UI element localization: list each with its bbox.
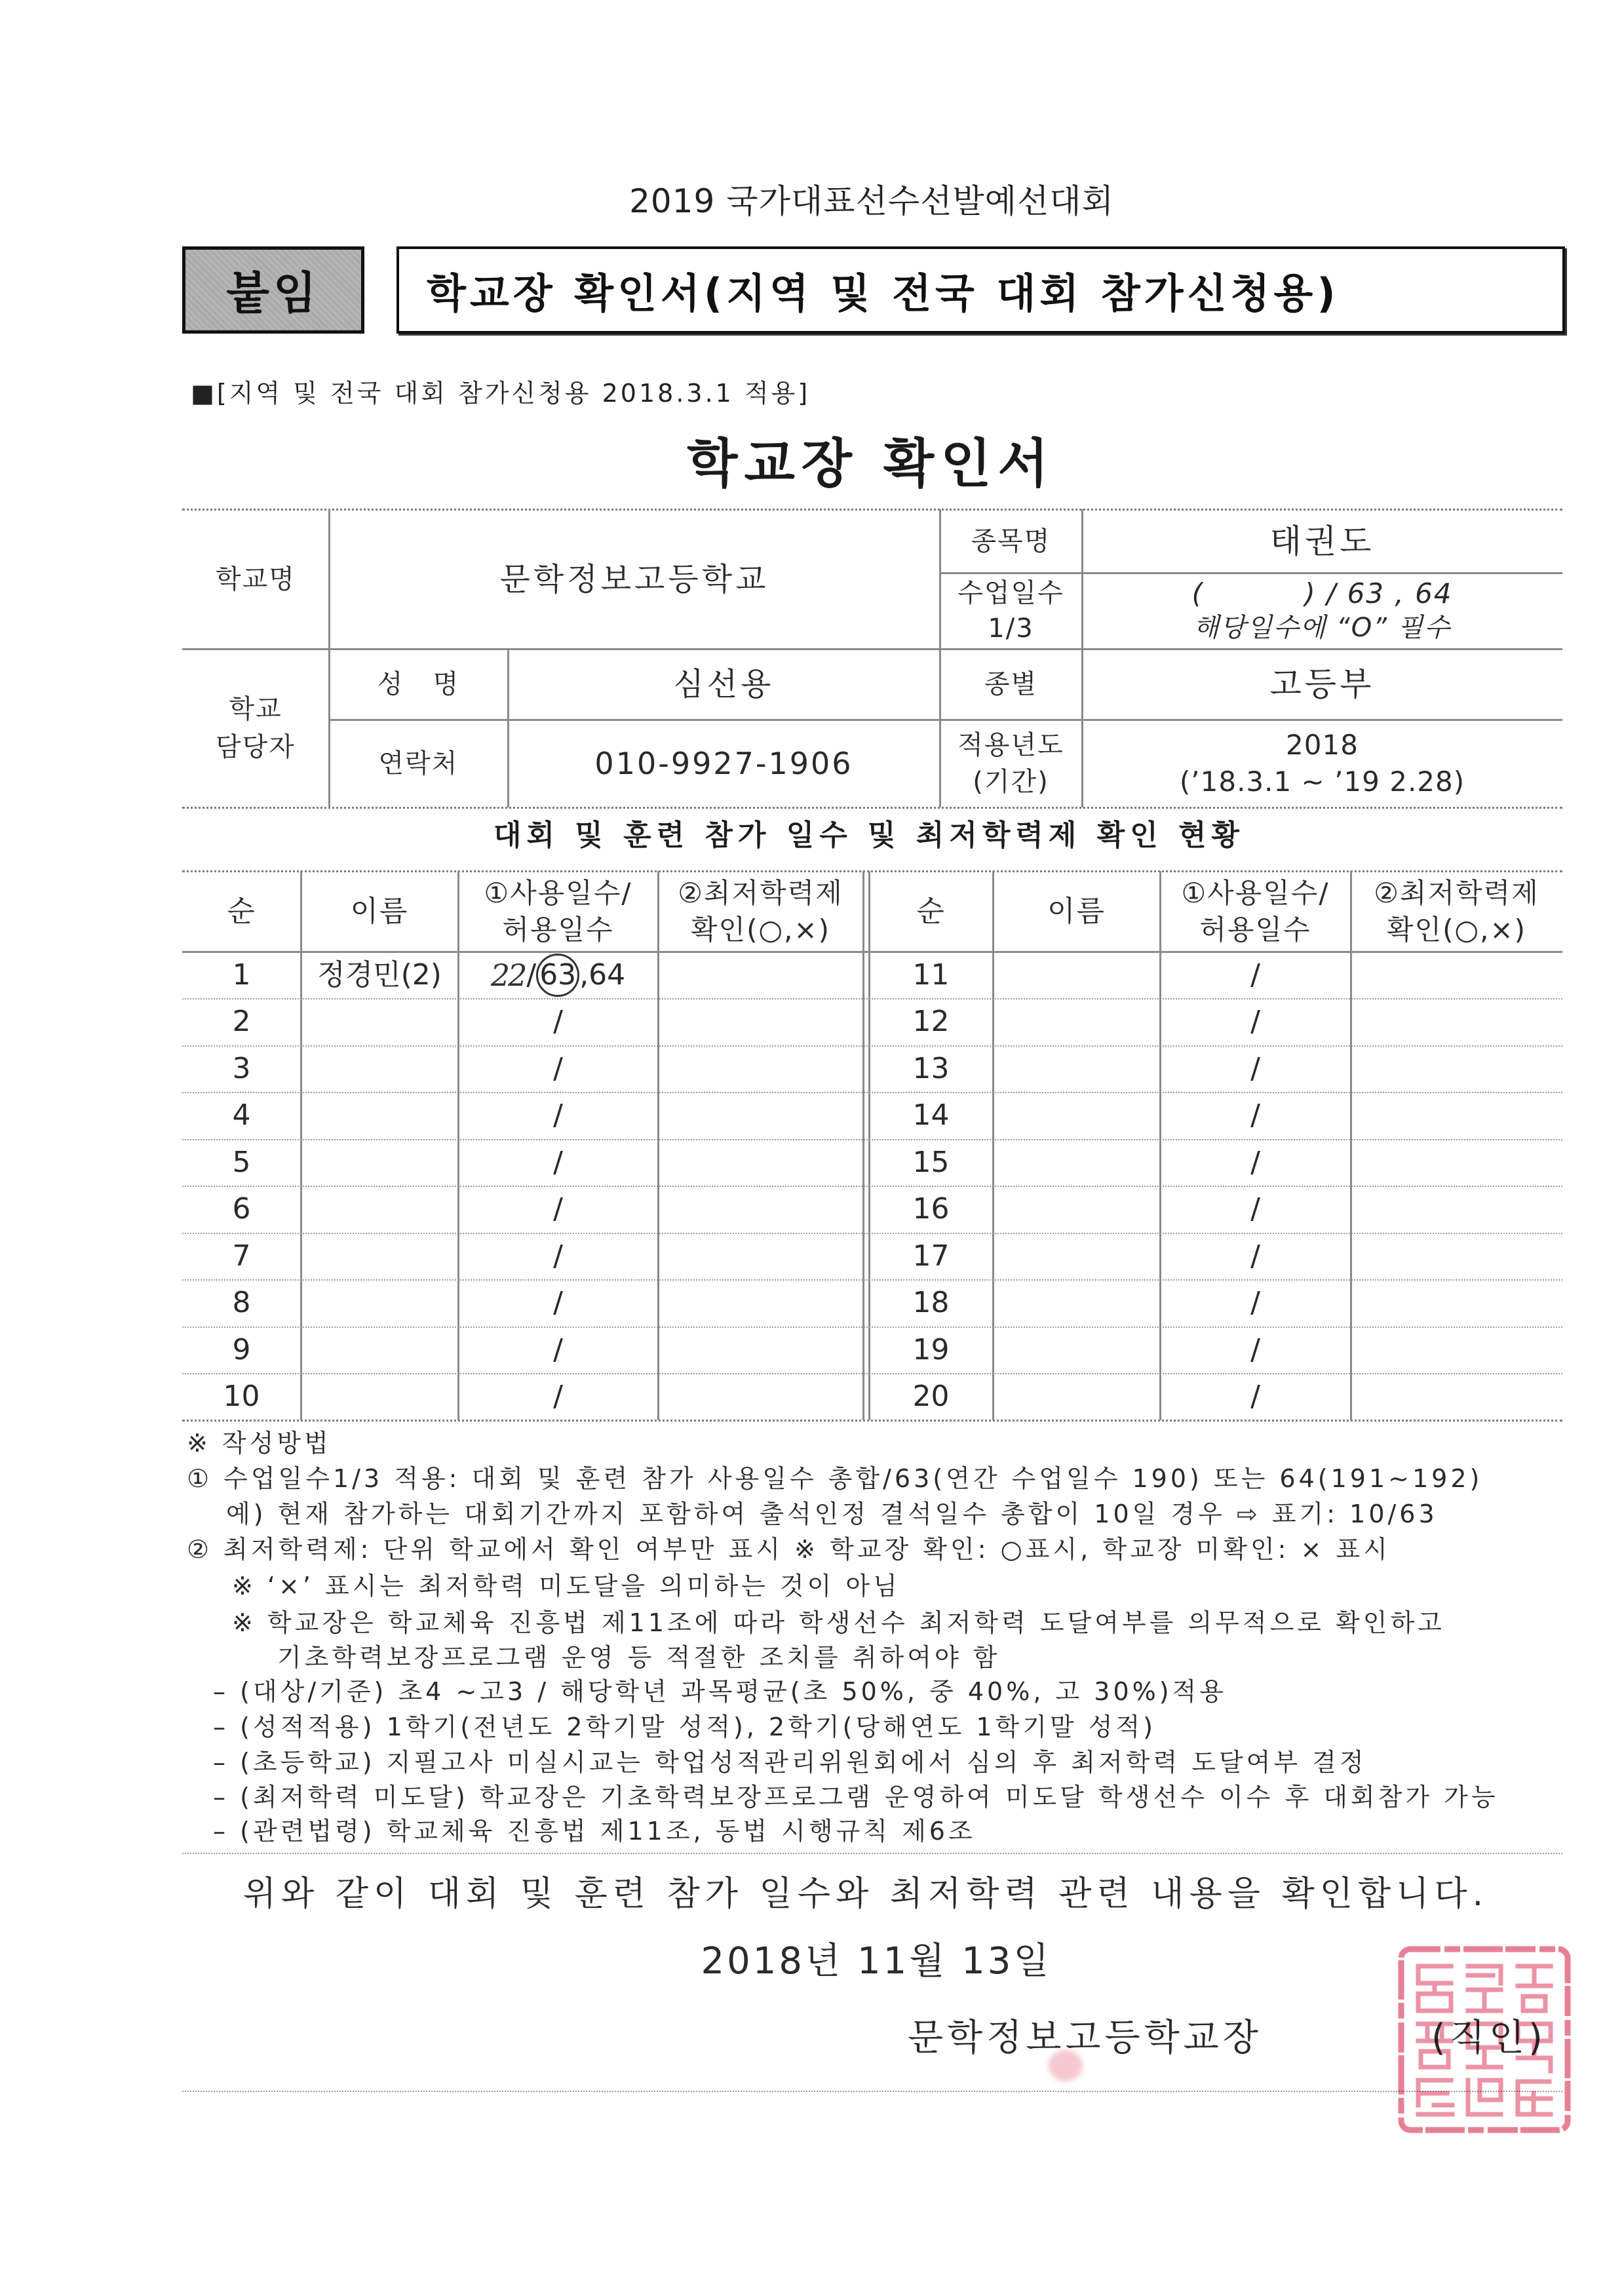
days-separator: / — [1250, 1005, 1260, 1039]
row-number: 13 — [912, 1051, 950, 1085]
days-cell — [1160, 999, 1351, 1046]
student-name — [993, 1045, 1160, 1093]
days-cell — [1160, 1186, 1351, 1233]
days-cell — [1160, 1327, 1351, 1374]
student-name — [993, 1186, 1160, 1233]
school-seal-stamp — [1395, 1943, 1574, 2137]
days-separator: / — [553, 1005, 563, 1039]
days-separator: / — [1250, 958, 1260, 992]
name-value: 심선용 — [673, 666, 775, 703]
form-title: 학교장 확인서(지역 및 전국 대회 참가신청용) — [427, 269, 1340, 317]
header-check-line2: 확인(○,×) — [690, 913, 831, 946]
class-days-value-cell — [1082, 573, 1562, 649]
header-days — [458, 871, 658, 952]
row-number: 3 — [232, 1051, 251, 1085]
class-days-value: ( ) / 63 , 64 — [1191, 577, 1453, 610]
student-name — [301, 1045, 458, 1093]
days-separator: / — [553, 1051, 563, 1085]
division-label: 종별 — [984, 669, 1038, 699]
row-number: 15 — [912, 1145, 950, 1179]
class-days-note: 해당일수에 “O” 필수 — [1193, 613, 1451, 643]
divider — [182, 1853, 1562, 1854]
student-name — [301, 1280, 458, 1327]
student-name — [301, 1093, 458, 1140]
academic-check-cell — [658, 1233, 863, 1280]
days-cell — [458, 1374, 658, 1421]
academic-check-cell — [1351, 1374, 1562, 1421]
contact-person-label-line1: 학교 — [229, 694, 282, 724]
days-separator: / — [1250, 1051, 1260, 1085]
academic-check-cell — [1351, 1093, 1562, 1140]
days-separator: / — [1250, 1286, 1260, 1320]
days-cell — [1160, 1093, 1351, 1140]
row-number: 2 — [232, 1005, 251, 1039]
contact-person-label — [182, 649, 329, 807]
sport-label: 종목명 — [971, 526, 1051, 556]
student-name — [993, 1374, 1160, 1421]
academic-check-cell — [1351, 1327, 1562, 1374]
days-separator: / — [553, 1098, 563, 1133]
header-no: 순 — [227, 894, 256, 928]
days-separator: / — [553, 1286, 563, 1320]
days-separator: / — [553, 1192, 563, 1226]
student-name — [993, 1233, 1160, 1280]
header-days-line2: 허용일수 — [502, 913, 614, 946]
note-line: 기초학력보장프로그램 운영 등 적절한 조치를 취하여야 함 — [277, 1643, 1001, 1672]
period-range: (’18.3.1 ~ ’19 2.28) — [1179, 765, 1465, 798]
row-number: 8 — [232, 1286, 251, 1320]
days-cell — [1160, 1374, 1351, 1421]
sport-value: 태권도 — [1269, 522, 1375, 560]
header-days-line2: 허용일수 — [1199, 913, 1311, 946]
period-label-line2: (기간) — [973, 767, 1049, 797]
student-name — [301, 1374, 458, 1421]
days-cell — [458, 1233, 658, 1280]
notes-heading: ※ 작성방법 — [187, 1429, 332, 1458]
days-separator: / — [1250, 1332, 1260, 1366]
scope-note: ■[지역 및 전국 대회 참가신청용 2018.3.1 적용] — [191, 379, 811, 408]
note-line: ※ ‘×’ 표시는 최저학력 미도달을 의미하는 것이 아님 — [232, 1572, 900, 1600]
phone-value: 010-9927-1906 — [594, 746, 853, 781]
period-year: 2018 — [1286, 729, 1359, 761]
note-line: – (성적적용) 1학기(전년도 2학기말 성적), 2학기(당해연도 1학기말 성적) — [213, 1713, 1156, 1741]
header-check-line1: ②최저학력제 — [1374, 876, 1539, 909]
days-separator: / — [553, 1239, 563, 1273]
school-name-value: 문학정보고등학교 — [499, 560, 769, 598]
header-days-line1: ①사용일수/ — [484, 876, 632, 909]
school-name-label: 학교명 — [216, 564, 296, 594]
row-number: 20 — [912, 1380, 950, 1414]
academic-check-cell — [1351, 1233, 1562, 1280]
division-value: 고등부 — [1269, 665, 1375, 703]
days-separator: / — [553, 1380, 563, 1414]
student-name — [993, 1093, 1160, 1140]
student-name — [993, 952, 1160, 999]
academic-check-cell — [658, 999, 863, 1046]
row-number: 10 — [223, 1380, 260, 1414]
student-name — [301, 1327, 458, 1374]
ink-smudge — [1049, 2050, 1083, 2082]
confirmation-statement: 위와 같이 대회 및 훈련 참가 일수와 최저학력 관련 내용을 확인합니다. — [242, 1874, 1489, 1914]
days-separator: / — [553, 1145, 563, 1179]
row-number: 5 — [232, 1145, 251, 1179]
student-name — [993, 1280, 1160, 1327]
period-value — [1082, 720, 1562, 807]
row-number: 19 — [912, 1332, 950, 1366]
days-cell — [1160, 952, 1351, 999]
student-name: 정경민(2) — [317, 958, 442, 992]
days-cell — [458, 1139, 658, 1186]
academic-check-cell — [658, 1280, 863, 1327]
days-cell — [458, 999, 658, 1046]
note-line: 예) 현재 참가하는 대회기간까지 포함하여 출석인정 결석일수 총합이 10일 경우 ⇨ 표기: 10/63 — [226, 1500, 1438, 1528]
header-check — [658, 871, 863, 952]
row-number: 18 — [912, 1286, 950, 1320]
contact-person-label-line2: 담당자 — [216, 732, 296, 762]
attachment-label: 붙임 — [182, 246, 364, 334]
note-line: – (최저학력 미도달) 학교장은 기초학력보장프로그램 운영하여 미도달 학생선수 이수 후 대회참가 가능 — [213, 1783, 1499, 1811]
academic-check-cell — [658, 1327, 863, 1374]
student-name — [301, 999, 458, 1046]
days-separator: / — [553, 1332, 563, 1366]
document-title: 학교장 확인서 — [687, 433, 1055, 494]
days-used-value: 22 — [490, 957, 526, 993]
days-separator: / — [1250, 1145, 1260, 1179]
period-label-line1: 적용년도 — [957, 730, 1064, 760]
header-name: 이름 — [1047, 894, 1106, 928]
row-number: 9 — [232, 1332, 251, 1366]
days-separator: / — [526, 958, 537, 992]
allowed-days-value: ,64 — [579, 958, 626, 992]
days-cell — [458, 952, 658, 999]
row-number: 17 — [912, 1239, 950, 1273]
days-cell — [1160, 1045, 1351, 1093]
academic-check-cell — [1351, 1045, 1562, 1093]
header-days-line1: ①사용일수/ — [1181, 876, 1330, 909]
days-cell — [458, 1327, 658, 1374]
seal-label: (직인) — [1431, 2017, 1547, 2059]
days-separator: / — [1250, 1239, 1260, 1273]
days-separator: / — [1250, 1192, 1260, 1226]
academic-check-cell — [658, 1374, 863, 1421]
header-days — [1160, 871, 1351, 952]
row-number: 14 — [912, 1098, 950, 1133]
note-line: – (대상/기준) 초4 ~고3 / 해당학년 과목평균(초 50%, 중 40%, 고 30%)적용 — [213, 1677, 1227, 1706]
row-number: 6 — [232, 1192, 251, 1226]
student-name — [301, 1186, 458, 1233]
days-cell — [1160, 1280, 1351, 1327]
form-title-box — [396, 246, 1565, 334]
student-name — [993, 999, 1160, 1046]
days-cell — [458, 1280, 658, 1327]
student-name — [993, 1139, 1160, 1186]
class-days-label-line1: 수업일수 — [957, 578, 1064, 608]
bottom-divider — [182, 2091, 1562, 2092]
header-check-line1: ②최저학력제 — [678, 876, 843, 909]
row-number: 4 — [232, 1098, 251, 1133]
note-line: ② 최저학력제: 단위 학교에서 확인 여부만 표시 ※ 학교장 확인: ○표시, 학교장 미확인: × 표시 — [187, 1535, 1391, 1564]
academic-check-cell — [658, 1139, 863, 1186]
academic-check-cell — [658, 1045, 863, 1093]
period-label — [940, 720, 1082, 807]
name-label: 성 명 — [377, 669, 460, 699]
days-cell — [458, 1186, 658, 1233]
academic-check-cell — [658, 1093, 863, 1140]
class-days-label-line2: 1/3 — [988, 613, 1034, 644]
academic-check-cell — [1351, 999, 1562, 1046]
academic-check-cell — [1351, 1186, 1562, 1233]
days-cell — [458, 1045, 658, 1093]
note-line: – (관련법령) 학교체육 진흥법 제11조, 동법 시행규칙 제6조 — [213, 1817, 976, 1846]
header-no: 순 — [916, 894, 946, 928]
days-separator: / — [1250, 1098, 1260, 1133]
allowed-days-circled: 63 — [536, 954, 579, 997]
class-days-label — [940, 573, 1082, 649]
header-name: 이름 — [350, 894, 409, 928]
row-number: 16 — [912, 1192, 950, 1226]
academic-check-cell — [1351, 952, 1562, 999]
academic-check-cell — [658, 952, 863, 999]
header-check-line2: 확인(○,×) — [1386, 913, 1527, 946]
academic-check-cell — [1351, 1139, 1562, 1186]
section-title: 대회 및 훈련 참가 일수 및 최저학력제 확인 현황 — [493, 819, 1245, 852]
row-number: 7 — [232, 1239, 251, 1273]
row-number: 1 — [232, 958, 251, 992]
days-cell — [1160, 1139, 1351, 1186]
row-number: 12 — [912, 1005, 950, 1039]
phone-label: 연락처 — [378, 748, 459, 779]
student-name — [301, 1139, 458, 1186]
academic-check-cell — [1351, 1280, 1562, 1327]
student-name — [301, 1233, 458, 1280]
days-cell — [1160, 1233, 1351, 1280]
student-name — [993, 1327, 1160, 1374]
note-line: ① 수업일수1/3 적용: 대회 및 훈련 참가 사용일수 총합/63(연간 수업일수 190) 또는 64(191~192) — [187, 1464, 1483, 1493]
note-line: – (초등학교) 지필고사 미실시교는 학업성적관리위원회에서 심의 후 최저학력 도달여부 결정 — [213, 1748, 1367, 1777]
event-title: 2019 국가대표선수선발예선대회 — [629, 182, 1114, 220]
days-separator: / — [1250, 1380, 1260, 1414]
header-check — [1351, 871, 1562, 952]
signer-title: 문학정보고등학교장 — [908, 2017, 1262, 2059]
row-number: 11 — [912, 958, 950, 992]
days-cell — [458, 1093, 658, 1140]
academic-check-cell — [658, 1186, 863, 1233]
note-line: ※ 학교장은 학교체육 진흥법 제11조에 따라 학생선수 최저학력 도달여부를 의무적으로 확인하고 — [232, 1608, 1445, 1637]
issue-date: 2018년 11월 13일 — [701, 1940, 1052, 1983]
